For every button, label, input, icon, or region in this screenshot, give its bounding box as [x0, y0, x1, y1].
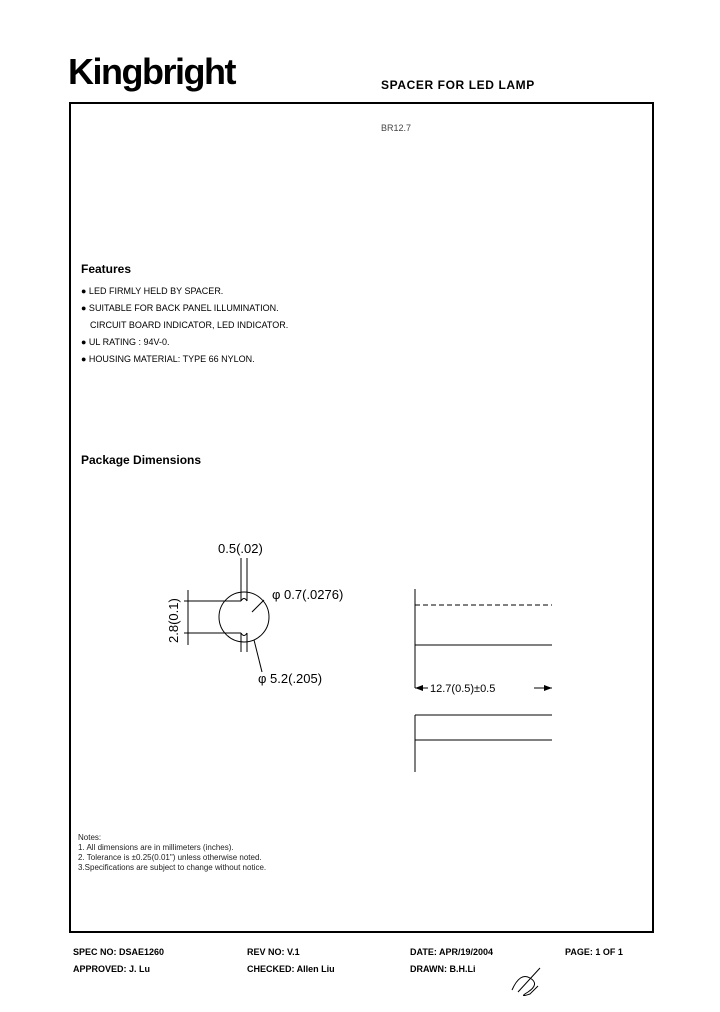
length-arrow-right [544, 685, 552, 691]
signature-icon [512, 968, 540, 996]
length-arrow-left [415, 685, 423, 691]
brand-logo: Kingbright [68, 51, 235, 92]
feature-item: ● HOUSING MATERIAL: TYPE 66 NYLON. [81, 354, 255, 364]
document-title: SPACER FOR LED LAMP [381, 78, 535, 92]
feature-item: CIRCUIT BOARD INDICATOR, LED INDICATOR. [90, 320, 289, 330]
document-date: DATE: APR/19/2004 [410, 947, 494, 957]
spacer-outline-circle [219, 592, 269, 642]
notes-block [78, 833, 266, 873]
drawn-by: DRAWN: B.H.Li [410, 964, 476, 974]
height-dimension-label: 2.8(0.1) [166, 598, 181, 643]
note-line: 2. Tolerance is ±0.25(0.01") unless otherwise noted. [78, 853, 262, 862]
spec-number: SPEC NO: DSAE1260 [73, 947, 165, 957]
hole-leader [252, 600, 264, 612]
diameter-dimension-label: φ 5.2(.205) [258, 671, 323, 686]
checked-by: CHECKED: Allen Liu [247, 964, 335, 974]
diameter-leader [254, 640, 262, 672]
upper-hole-arc [241, 599, 247, 602]
part-number: BR12.7 [381, 123, 412, 133]
slot-dimension-label: 0.5(.02) [218, 541, 263, 556]
package-dimensions-heading: Package Dimensions [81, 453, 202, 467]
notes-title: Notes: [78, 833, 102, 842]
features-heading: Features [81, 262, 132, 276]
approved-by: APPROVED: J. Lu [73, 964, 151, 974]
page-indicator: PAGE: 1 OF 1 [565, 947, 623, 957]
revision-number: REV NO: V.1 [247, 947, 300, 957]
feature-item: ● SUITABLE FOR BACK PANEL ILLUMINATION. [81, 303, 279, 313]
note-line: 3.Specifications are subject to change without notice. [78, 863, 267, 872]
feature-item: ● LED FIRMLY HELD BY SPACER. [81, 286, 224, 296]
lower-hole-arc [241, 633, 247, 636]
note-line: 1. All dimensions are in millimeters (inches). [78, 843, 234, 852]
length-dimension-label: 12.7(0.5)±0.5 [430, 683, 496, 695]
feature-item: ● UL RATING : 94V-0. [81, 337, 170, 347]
hole-dimension-label: φ 0.7(.0276) [272, 587, 344, 602]
